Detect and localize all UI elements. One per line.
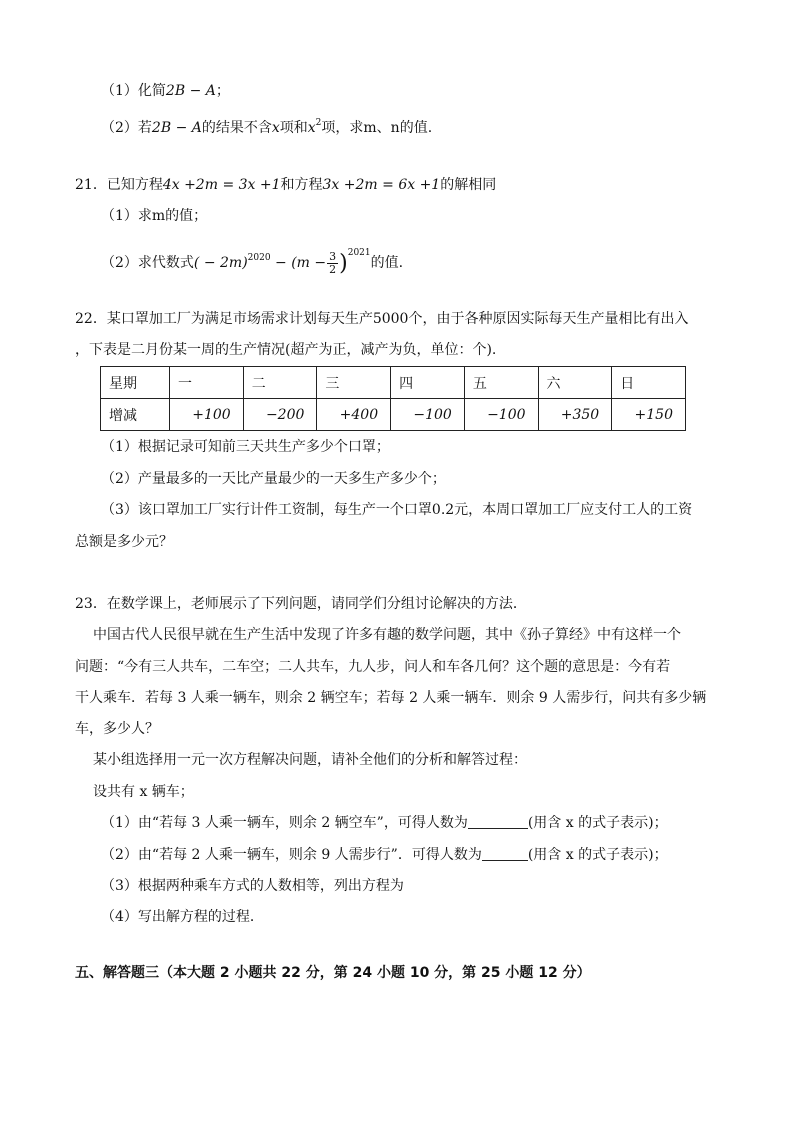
q20-part1-expr: 2B − A [165, 83, 216, 99]
q20-part1-label: （1）化简 [101, 83, 166, 99]
q23-step3 [101, 876, 404, 896]
q23-stem [75, 594, 527, 614]
q23-para3 [75, 688, 706, 708]
q23-para-text: 干人乘车．若每 3 人乘一辆车，则余 2 辆空车；若每 2 人乘一辆车．则余 9 人需步行，问共有多少辆 [75, 690, 707, 706]
q20-part1 [101, 81, 230, 101]
q23-step2-text: （2）由“若每 2 人乘一辆车，则余 9 人需步行”．可得人数为 [101, 847, 482, 863]
section-title: 五、解答题三（本大题 2 小题共 22 分，第 24 小题 10 分，第 25 小题 12 分） [75, 965, 591, 981]
q20-part2-post: 项，求m、n的值. [321, 120, 433, 136]
q23-para-text: 某小组选择用一元一次方程解决问题，请补全他们的分析和解答过程： [93, 752, 527, 768]
q20-part2-mid2: 项和 [279, 120, 308, 136]
table-header-cell: 二 [243, 367, 317, 399]
table-cell: +100 [170, 399, 244, 431]
q20-part2 [101, 113, 432, 138]
q21-stem [75, 175, 496, 195]
table-cell: −100 [464, 399, 538, 431]
q21-frac-den: 2 [329, 262, 337, 276]
q22-part3-text-cont: 总额是多少元？ [75, 534, 173, 550]
table-header-cell: 一 [170, 367, 244, 399]
q20-part1-post: ； [215, 83, 230, 99]
q21-part1 [101, 206, 207, 226]
table-row [101, 367, 686, 399]
q21-part1-text: （1）求m的值； [101, 208, 208, 224]
q20-part2-var2: x [307, 120, 316, 136]
q23-step1 [101, 813, 668, 833]
q23-para5 [93, 750, 527, 770]
q23-step1-text: （1）由“若每 3 人乘一辆车，则余 2 辆空车”，可得人数为 [101, 815, 468, 831]
q20-part2-mid1: 的结果不含 [201, 120, 272, 136]
table-cell: +400 [317, 399, 391, 431]
section-heading [75, 963, 591, 983]
q21-post: 的解相同 [440, 177, 497, 193]
q21-part2 [101, 238, 403, 279]
q23-step2-post: (用含 x 的式子表示)； [527, 847, 668, 863]
q23-intro: 在数学课上，老师展示了下列问题，请同学们分组讨论解决的方法． [106, 596, 527, 612]
q22-text1: 某口罩加工厂为满足市场需求计划每天生产5000个，由于各种原因实际每天生产量相比有出入 [106, 311, 689, 327]
q20-part2-label: （2）若 [101, 120, 152, 136]
q22-part2-text: （2）产量最多的一天比产量最少的一天多生产多少个； [101, 471, 446, 487]
q23-step4-text: （4）写出解方程的过程． [101, 909, 264, 925]
q21-minus: − (m − [270, 255, 327, 271]
table-header-cell: 星期 [101, 367, 170, 399]
q21-equation2: 3x +2m = 6x +1 [322, 177, 441, 193]
table-cell: +150 [612, 399, 686, 431]
table-header-cell: 五 [464, 367, 538, 399]
q23-para-text: 问题：“今有三人共车，二车空；二人共车，九人步，问人和车各几何？这个题的意思是：今有若 [75, 659, 671, 675]
q23-para-text: 中国古代人民很早就在生产生活中发现了许多有趣的数学问题，其中《孙子算经》中有这样一个 [93, 627, 681, 643]
q21-part2-post: 的值. [370, 255, 404, 271]
q21-pre: 已知方程 [106, 177, 163, 193]
q21-exp2: 2021 [347, 248, 371, 258]
table-row [101, 399, 686, 431]
table-header-cell: 四 [391, 367, 465, 399]
q23-para1 [93, 625, 681, 645]
q22-number: 22． [75, 311, 107, 327]
q23-para4 [75, 719, 159, 739]
q21-frac-num: 3 [329, 249, 337, 263]
q21-mid: 和方程 [280, 177, 323, 193]
table-cell: +350 [538, 399, 612, 431]
q21-close-paren: ) [339, 251, 348, 276]
q22-part3-cont [75, 532, 173, 552]
q23-para-text: 车，多少人？ [75, 721, 159, 737]
table-header-cell: 三 [317, 367, 391, 399]
table-cell: −200 [243, 399, 317, 431]
table-cell: −100 [391, 399, 465, 431]
production-table [100, 366, 686, 431]
table-header-cell: 六 [538, 367, 612, 399]
q22-text2: ，下表是二月份某一周的生产情况(超产为正，减产为负，单位：个). [75, 342, 497, 358]
q21-fraction [327, 251, 338, 276]
q20-part2-expr: 2B − A [151, 120, 202, 136]
q22-part3 [101, 500, 692, 520]
q20-part2-var: x [271, 120, 280, 136]
q21-number: 21． [75, 177, 107, 193]
q22-stem-line2 [75, 340, 496, 360]
answer-blank-1[interactable] [468, 814, 528, 829]
q22-part3-text: （3）该口罩加工厂实行计件工资制，每生产一个口罩0.2元，本周口罩加工厂应支付工人的工资 [101, 502, 693, 518]
q22-part1 [101, 437, 390, 457]
q23-para6 [93, 782, 194, 802]
q21-equation1: 4x +2m = 3x +1 [162, 177, 281, 193]
table-header-cell: 日 [612, 367, 686, 399]
q23-step3-text: （3）根据两种乘车方式的人数相等，列出方程为 [101, 878, 404, 894]
q23-para-text: 设共有 x 辆车； [93, 784, 194, 800]
q21-term1: ( − 2m) [193, 255, 248, 271]
q22-part1-text: （1）根据记录可知前三天共生产多少个口罩； [101, 439, 390, 455]
q22-part2 [101, 469, 446, 489]
q21-exp1: 2020 [247, 253, 271, 263]
q20-part2-exp: 2 [315, 118, 322, 128]
q23-step4 [101, 907, 264, 927]
table-cell: 增减 [101, 399, 170, 431]
q22-stem-line1 [75, 309, 688, 329]
q23-step1-post: (用含 x 的式子表示)； [527, 815, 668, 831]
q23-number: 23． [75, 596, 107, 612]
q23-para2 [75, 657, 670, 677]
q21-part2-label: （2）求代数式 [101, 255, 194, 271]
answer-blank-2[interactable] [482, 846, 528, 861]
q23-step2 [101, 845, 668, 865]
